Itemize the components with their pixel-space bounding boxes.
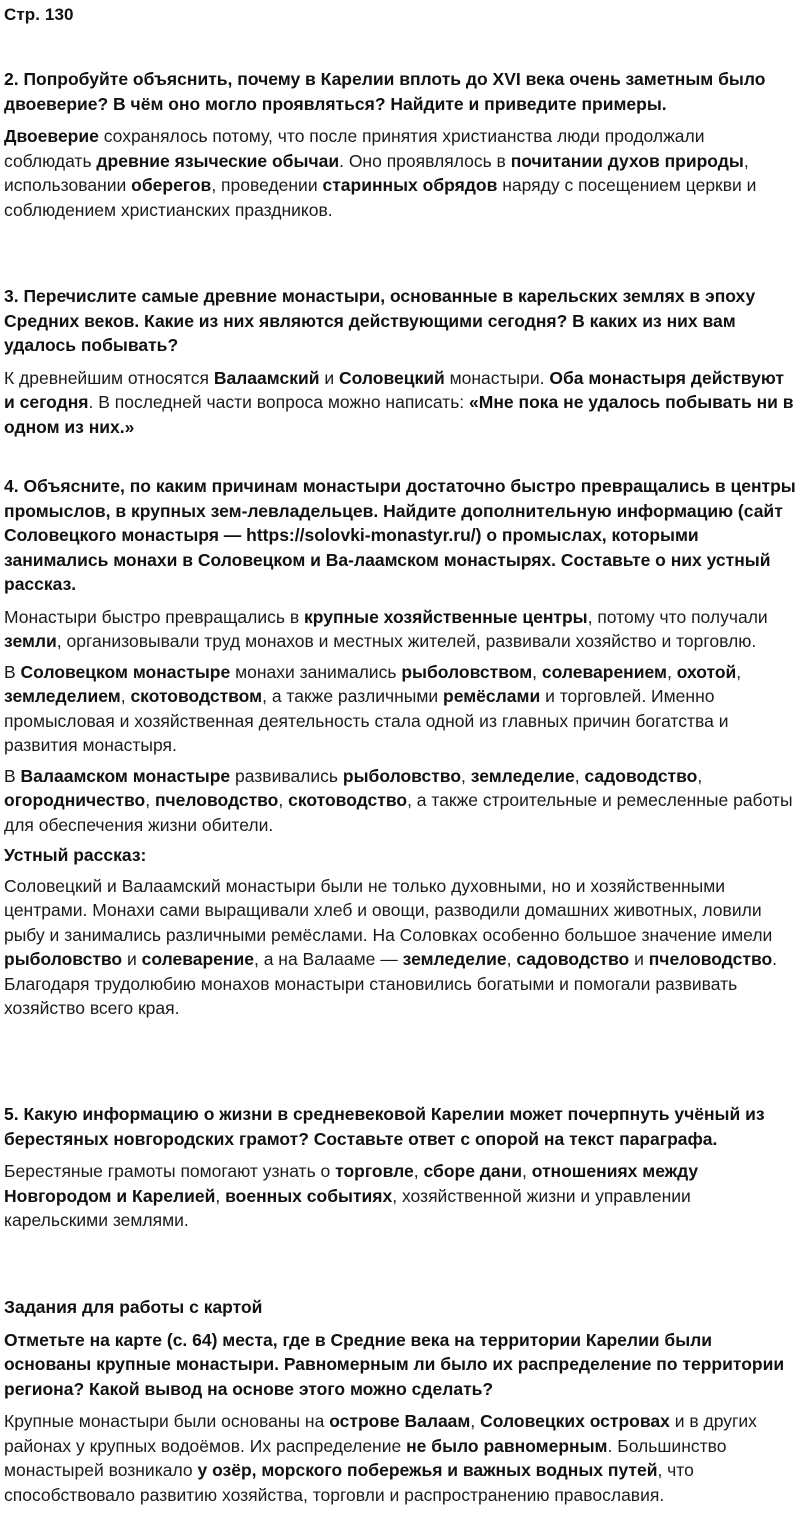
question-3-answer [4, 366, 796, 440]
question-5-answer [4, 1159, 796, 1233]
map-tasks-section [4, 1295, 796, 1507]
text-run: и [629, 949, 649, 969]
bold-term: солеварение [141, 949, 254, 969]
question-5-section [4, 1102, 796, 1233]
text-run: , что способствовало развитию хозяйства, торговли и распространению православия. [4, 1460, 694, 1505]
text-run: , а также строительные и ремесленные работы для обеспечения жизни обители. [4, 790, 793, 835]
bold-term: торговле [335, 1161, 414, 1181]
answer-paragraph [4, 1159, 796, 1233]
text-run: Соловецкий и Валаамский монастыри были не только духовными, но и хозяйственными центрами. Монахи сами выращивали хлеб и овощи, разводили домашних животных, ловили рыбу и занимались различными ремёслами. На Соловках особенно большое значение имели [4, 875, 773, 945]
text-run: , хозяйственной жизни и управлении карельскими землями. [4, 1185, 691, 1230]
text-run: , [574, 765, 585, 786]
text-run: наряду с посещением церкви и соблюдением христианских праздников. [4, 175, 757, 220]
bold-term: Устный рассказ: [4, 845, 147, 865]
text-run: , потому что получали [587, 606, 768, 627]
text-run: , организовывали труд монахов и местных жителей, развивали хозяйство и торговлю. [56, 631, 757, 651]
question-3-section [4, 284, 796, 439]
bold-term: «Мне пока не удалось побывать ни в одном из них.» [4, 392, 794, 437]
bold-term: солеварением [541, 661, 667, 682]
question-4-section [4, 474, 796, 1021]
map-tasks-heading: Задания для работы с картой [4, 1297, 263, 1317]
answer-paragraph [4, 605, 796, 654]
bold-term: земледелие [402, 949, 507, 969]
question-2-text: 2. Попробуйте объяснить, почему в Карелии вплоть до XVI века очень заметным было двоеверие? В чём оно могло проявляться? Найдите и приведите примеры. [4, 69, 766, 114]
text-run: В [4, 661, 21, 682]
text-run: сохранялось потому, что после принятия христианства люди продолжали соблюдать [4, 126, 705, 171]
text-run: , [697, 765, 703, 786]
question-2-answer [4, 124, 796, 222]
text-run: и [122, 949, 142, 969]
bold-term: почитании духов природы [510, 150, 744, 171]
bold-term: военных событиях [225, 1185, 393, 1206]
map-question-text: Отметьте на карте (с. 64) места, где в Средние века на территории Карелии были основаны крупные монастыри. Равномерным ли было их распределение по территории региона? Какой вывод на основе этого можно сделать? [4, 1329, 785, 1399]
text-run: , [145, 790, 155, 810]
text-run: . Большинство монастырей возникало [4, 1435, 727, 1480]
bold-term: старинных обрядов [322, 175, 498, 195]
text-run: , проведении [211, 175, 323, 195]
question-3-text: 3. Перечислите самые древние монастыри, основанные в карельских землях в эпоху Средних веков. Какие из них являются действующими сегодня? В каких из них вам удалось побывать? [4, 286, 756, 355]
bold-term: рыболовство [4, 949, 123, 969]
answer-paragraph [4, 1409, 796, 1507]
text-run: . В последней части вопроса можно написать: [88, 392, 470, 412]
bold-term: оберегов [131, 175, 212, 195]
bold-term: крупные хозяйственные центры [304, 606, 588, 627]
text-run: . Благодаря трудолюбию монахов монастыри становились богатыми и помогали развивать хозяйство всего края. [4, 949, 778, 1018]
bold-term: скотоводством [130, 686, 263, 706]
text-run: , [413, 1161, 424, 1181]
text-run: , использовании [4, 150, 749, 195]
bold-term: Валаамском монастыре [20, 765, 231, 786]
text-run: развивались [230, 765, 343, 786]
bold-term: скотоводство [288, 790, 408, 810]
map-question-answer [4, 1409, 796, 1507]
question-4-answer [4, 605, 796, 1021]
bold-term: рыболовство [342, 765, 462, 786]
bold-term: земли [4, 631, 57, 651]
text-run: Берестяные грамоты помогают узнать о [4, 1161, 336, 1181]
answer-paragraph [4, 843, 796, 868]
text-run: К древнейшим относятся [4, 367, 214, 388]
bold-term: Соловецкий [339, 367, 445, 388]
text-run: Монастыри быстро превращались в [4, 606, 305, 627]
bold-term: у озёр, морского побережья и важных водных путей [197, 1460, 658, 1480]
bold-term: Соловецких островах [480, 1411, 670, 1431]
bold-term: земледелие [470, 765, 575, 786]
answer-paragraph [4, 874, 796, 1021]
answer-paragraph [4, 660, 796, 758]
text-run: , [470, 1411, 481, 1431]
text-run: , [278, 790, 289, 810]
text-run: , [521, 1161, 532, 1181]
bold-term: рыболовством [401, 661, 533, 682]
page-number: Стр. 130 [4, 5, 74, 24]
text-run: , [461, 765, 471, 786]
text-run: , [666, 661, 677, 682]
bold-term: пчеловодство [648, 949, 773, 969]
bold-term: Соловецком монастыре [20, 661, 231, 682]
text-run: , а на Валааме — [253, 949, 403, 969]
text-run: монастыри. [444, 367, 550, 388]
bold-term: огородничество [4, 790, 146, 810]
answer-paragraph [4, 764, 796, 838]
text-run: монахи занимались [230, 661, 402, 682]
text-run: , [736, 661, 742, 682]
bold-term: садоводство [584, 765, 698, 786]
question-5-text: 5. Какую информацию о жизни в средневековой Карелии может почерпнуть учёный из берестяных новгородских грамот? Составьте ответ с опорой на текст параграфа. [4, 1104, 765, 1149]
bold-term: пчеловодство [154, 790, 279, 810]
bold-term: острове Валаам [329, 1411, 471, 1431]
text-run: . Оно проявлялось в [339, 150, 511, 171]
bold-term: не было равномерным [406, 1435, 608, 1456]
text-run: , [532, 661, 542, 682]
bold-term: ремёслами [443, 686, 541, 706]
bold-term: Двоеверие [4, 126, 99, 146]
bold-term: Валаамский [213, 367, 320, 388]
bold-term: сборе дани [423, 1161, 522, 1181]
text-run: , [215, 1185, 226, 1206]
bold-term: отношениях между Новгородом и Карелией [4, 1161, 699, 1206]
text-run: и в других районах у крупных водоёмов. Их распределение [4, 1411, 757, 1456]
text-run: , [506, 949, 517, 969]
text-run: В [4, 765, 21, 786]
text-run: и [319, 367, 339, 388]
text-run: , а также различными [262, 686, 444, 706]
bold-term: садоводство [516, 949, 630, 969]
answer-paragraph [4, 366, 796, 440]
text-run: и торговлей. Именно промысловая и хозяйственная деятельность стала одной из главных причин богатства и развития монастыря. [4, 686, 729, 755]
question-4-text: 4. Объясните, по каким причинам монастыри достаточно быстро превращались в центры промыслов, в крупных зем-левладельцев. Найдите дополнительную информацию (сайт Соловецкого монастыря — https://solovki-monastyr.ru/) о промыслах, которыми занимались монахи в Соловецком и Ва-лаамском монастырях. Составьте о них устный рассказ. [4, 476, 796, 594]
text-run: Крупные монастыри были основаны на [4, 1411, 330, 1431]
text-run: , [120, 686, 131, 706]
bold-term: Оба монастыря действуют и сегодня [4, 367, 784, 412]
answer-paragraph [4, 124, 796, 222]
bold-term: древние языческие обычаи [96, 150, 340, 171]
question-2-section [4, 67, 796, 222]
bold-term: охотой [676, 661, 737, 682]
bold-term: земледелием [4, 686, 121, 706]
